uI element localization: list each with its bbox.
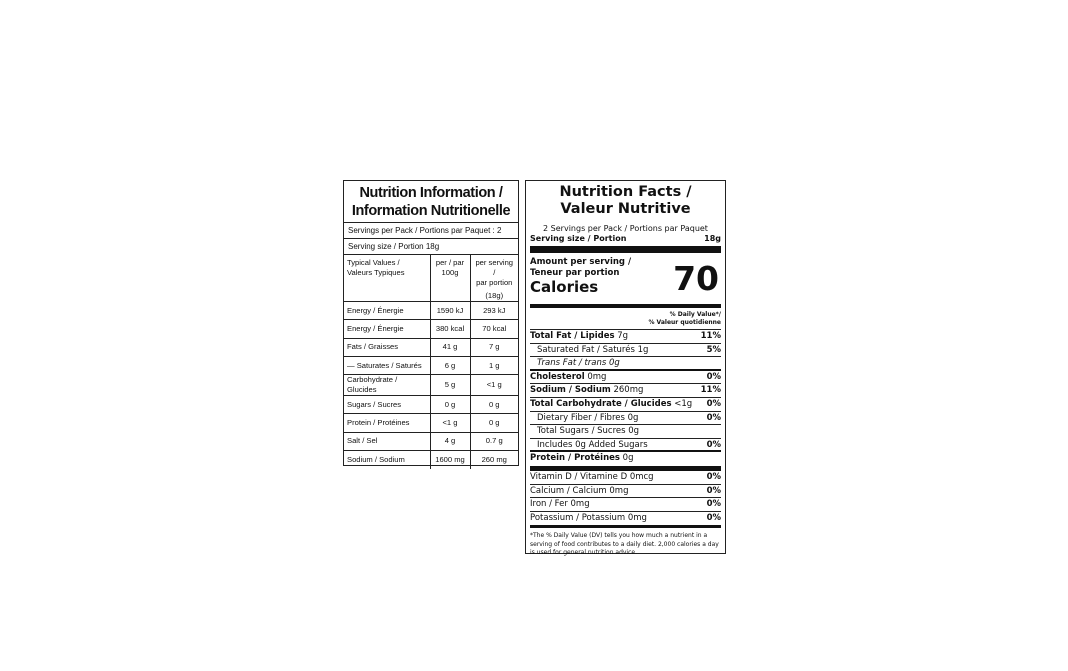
ni-header-col1-line2: Valeurs Typiques bbox=[347, 268, 405, 277]
ni-row-per-serving: 70 kcal bbox=[470, 320, 518, 338]
nf-line-pct: 5% bbox=[706, 344, 721, 355]
ni-row-label: Energy / Énergie bbox=[344, 302, 430, 320]
nutrition-information-panel bbox=[343, 180, 519, 466]
ni-title-line1: Nutrition Information / bbox=[359, 185, 503, 201]
nf-line-pct: 11% bbox=[700, 385, 721, 396]
nf-vitamin-label: Potassium / Potassium 0mg bbox=[530, 512, 647, 523]
table-row bbox=[344, 356, 518, 374]
nf-line-total-fat bbox=[530, 330, 721, 344]
ni-servings-per-pack: Servings per Pack / Portions par Paquet : 2 bbox=[344, 223, 518, 239]
nf-vitamin-label: Vitamin D / Vitamine D 0mcg bbox=[530, 471, 654, 482]
ni-header-col3-line3: (18g) bbox=[485, 291, 504, 300]
nf-title-line2: Valeur Nutritive bbox=[560, 201, 691, 217]
nf-calories-label: Calories bbox=[530, 278, 599, 296]
ni-row-per-serving: 260 mg bbox=[470, 451, 518, 469]
ni-row-per100: 6 g bbox=[430, 356, 470, 374]
nf-vitamin-row bbox=[530, 498, 721, 512]
table-row bbox=[344, 338, 518, 356]
table-row bbox=[344, 320, 518, 338]
nf-amount-line1: Amount per serving / bbox=[530, 257, 632, 267]
nf-line-label-rest: 7g bbox=[614, 331, 629, 341]
ni-header-col3-line1: per serving / bbox=[475, 258, 514, 277]
nf-line-label-bold: Total Fat / Lipides bbox=[530, 331, 615, 341]
nf-line-protein bbox=[530, 452, 721, 466]
nf-footnote: *The % Daily Value (DV) tells you how much a nutrient in a serving of food contributes to a daily diet. 2,000 calories a day is used for general nutrition advice. bbox=[530, 525, 721, 558]
ni-table-header bbox=[344, 255, 518, 302]
nf-vitamin-pct: 0% bbox=[706, 485, 721, 496]
nf-line-total-carbohydrate bbox=[530, 398, 721, 412]
nf-vitamin-label: Calcium / Calcium 0mg bbox=[530, 485, 629, 496]
ni-title bbox=[344, 181, 518, 223]
ni-row-label: — Saturates / Saturés bbox=[344, 356, 430, 374]
ni-row-label: Fats / Graisses bbox=[344, 338, 430, 356]
nf-vitamin-row bbox=[530, 471, 721, 485]
nf-line-label: Includes 0g Added Sugars bbox=[537, 439, 648, 450]
ni-row-per100: 41 g bbox=[430, 338, 470, 356]
ni-row-per100: <1 g bbox=[430, 414, 470, 432]
nf-vitamin-label: Iron / Fer 0mg bbox=[530, 499, 590, 510]
nf-line-label-bold: Cholesterol bbox=[530, 371, 585, 382]
table-row bbox=[344, 375, 518, 396]
ni-row-per-serving: 1 g bbox=[470, 356, 518, 374]
ni-row-label: Sugars / Sucres bbox=[344, 396, 430, 414]
nf-serving-size-label: Serving size / Portion bbox=[530, 234, 627, 243]
nf-servings: 2 Servings per Pack / Portions par Paquet bbox=[543, 224, 708, 233]
nf-title-line1: Nutrition Facts / bbox=[559, 184, 692, 200]
table-row bbox=[344, 414, 518, 432]
ni-row-label: Salt / Sel bbox=[344, 432, 430, 450]
nf-line-label-bold: Total Carbohydrate / Glucides bbox=[530, 398, 672, 409]
table-row bbox=[344, 302, 518, 320]
nf-vitamin-row bbox=[530, 485, 721, 499]
nf-dv-line1: % Daily Value*/ bbox=[669, 311, 721, 318]
nf-vitamin-pct: 0% bbox=[706, 499, 721, 510]
nf-line-label bbox=[530, 384, 643, 397]
ni-header-per-100g bbox=[430, 255, 470, 302]
ni-row-per100: 380 kcal bbox=[430, 320, 470, 338]
nf-line-label-rest: 260mg bbox=[610, 385, 644, 396]
table-row bbox=[344, 396, 518, 414]
nf-line-label: Dietary Fiber / Fibres 0g bbox=[537, 412, 639, 423]
nf-title bbox=[530, 181, 721, 218]
ni-table bbox=[344, 255, 518, 469]
nf-line-dietary-fiber bbox=[530, 412, 721, 426]
nf-line-cholesterol bbox=[530, 371, 721, 385]
nf-daily-value-header bbox=[530, 308, 721, 330]
ni-row-per-serving: 0 g bbox=[470, 414, 518, 432]
nf-line-pct: 11% bbox=[700, 331, 721, 341]
ni-row-per100: 1590 kJ bbox=[430, 302, 470, 320]
nf-line-pct: 0% bbox=[706, 398, 721, 409]
nf-line-trans-fat bbox=[530, 357, 721, 371]
nf-vitamin-row bbox=[530, 512, 721, 526]
ni-row-label: Energy / Énergie bbox=[344, 320, 430, 338]
nutrition-facts-panel bbox=[525, 180, 726, 557]
ni-row-per-serving: 0.7 g bbox=[470, 432, 518, 450]
nf-line-label: Saturated Fat / Saturés 1g bbox=[537, 344, 649, 355]
ni-header-typical-values bbox=[344, 255, 430, 302]
nf-line-pct: 0% bbox=[706, 371, 721, 382]
nf-line-label bbox=[530, 452, 633, 466]
ni-header-col1-line1: Typical Values / bbox=[347, 258, 400, 267]
nf-line-label-bold: Sodium / Sodium bbox=[530, 385, 611, 396]
thick-divider bbox=[530, 246, 721, 253]
nf-serving-size bbox=[530, 234, 721, 244]
nf-calories-block bbox=[530, 253, 721, 304]
nf-line-label bbox=[530, 371, 606, 384]
table-row bbox=[344, 432, 518, 450]
ni-header-col2-line2: 100g bbox=[441, 268, 459, 277]
nf-line-pct: 0% bbox=[706, 412, 721, 423]
nf-line-added-sugars bbox=[530, 439, 721, 453]
ni-header-per-serving bbox=[470, 255, 518, 302]
ni-row-per-serving: 0 g bbox=[470, 396, 518, 414]
nf-line-label-rest: <1g bbox=[671, 398, 693, 409]
nf-line-pct: 0% bbox=[706, 439, 721, 450]
ni-header-col2-line1: per / par bbox=[435, 258, 465, 267]
ni-row-label: Carbohydrate / Glucides bbox=[344, 375, 430, 396]
ni-row-per-serving: <1 g bbox=[470, 375, 518, 396]
nf-dv-line2: % Valeur quotidienne bbox=[648, 319, 721, 326]
ni-row-per100: 5 g bbox=[430, 375, 470, 396]
ni-serving-size: Serving size / Portion 18g bbox=[344, 239, 518, 255]
ni-row-per100: 0 g bbox=[430, 396, 470, 414]
nf-serving-size-value: 18g bbox=[704, 234, 721, 243]
ni-row-per100: 4 g bbox=[430, 432, 470, 450]
nf-line-label: Trans Fat / trans 0g bbox=[537, 358, 620, 369]
nf-vitamin-pct: 0% bbox=[706, 512, 721, 523]
nf-line-sodium bbox=[530, 384, 721, 398]
nf-line-label: Total Sugars / Sucres 0g bbox=[537, 426, 640, 437]
ni-row-per-serving: 7 g bbox=[470, 338, 518, 356]
nf-line-label bbox=[530, 330, 628, 343]
nf-line-label-bold: Protein / Protéines bbox=[530, 453, 620, 464]
nf-amount-line2: Teneur par portion bbox=[530, 267, 620, 278]
nf-line-label bbox=[530, 398, 692, 411]
ni-row-per-serving: 293 kJ bbox=[470, 302, 518, 320]
nf-line-saturated-fat bbox=[530, 344, 721, 358]
nf-line-label-rest: 0mg bbox=[584, 371, 607, 382]
nf-line-total-sugars bbox=[530, 425, 721, 439]
nf-calories-value: 70 bbox=[673, 259, 719, 298]
nf-vitamin-pct: 0% bbox=[706, 471, 721, 482]
nf-line-label-rest: 0g bbox=[619, 453, 634, 464]
ni-title-line2: Information Nutritionelle bbox=[351, 203, 511, 219]
ni-row-label: Protein / Protéines bbox=[344, 414, 430, 432]
table-row bbox=[344, 451, 518, 469]
ni-header-col3-line2: par portion bbox=[476, 278, 513, 287]
ni-row-label: Sodium / Sodium bbox=[347, 454, 405, 464]
ni-row-per100: 1600 mg bbox=[430, 451, 470, 469]
